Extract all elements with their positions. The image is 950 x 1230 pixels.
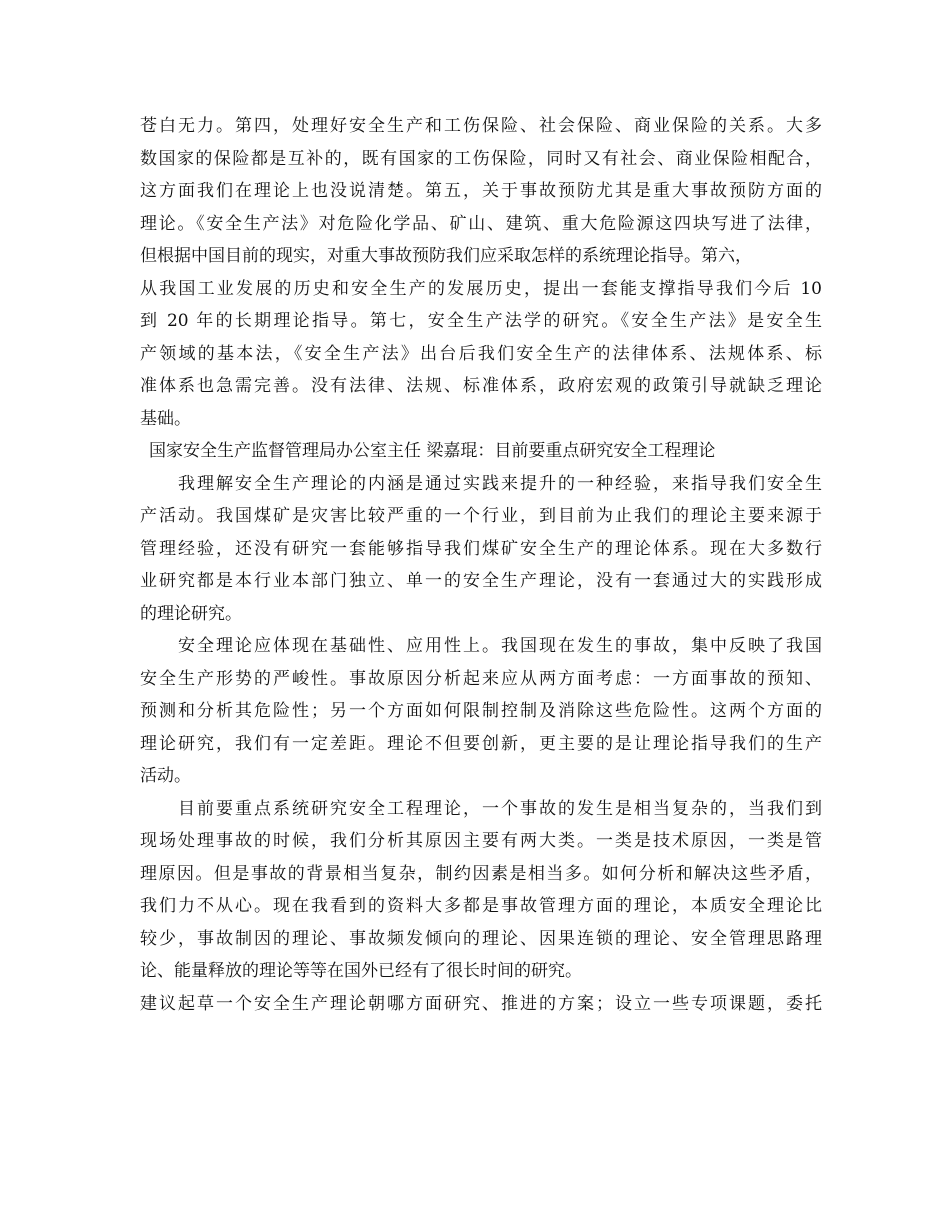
text-line: 到 20 年的长期理论指导。第七，安全生产法学的研究。《安全生产法》是安全生 [140, 311, 822, 331]
text-line: 的理论研究。 [140, 603, 242, 624]
text-line: 目前要重点系统研究安全工程理论，一个事故的发生是相当复杂的，当我们到 [178, 798, 822, 819]
text-line: 理原因。但是事故的背景相当复杂，制约因素是相当多。如何分析和解决这些矛盾， [140, 863, 822, 884]
document-body [140, 110, 822, 1020]
text-line: 产领域的基本法，《安全生产法》出台后我们安全生产的法律体系、法规体系、标 [140, 343, 822, 364]
text-line: 数国家的保险都是互补的，既有国家的工伤保险，同时又有社会、商业保险相配合， [140, 148, 822, 169]
text-line: 建议起草一个安全生产理论朝哪方面研究、推进的方案；设立一些专项课题，委托 [140, 993, 822, 1014]
text-line: 国家安全生产监督管理局办公室主任 梁嘉琨：目前要重点研究安全工程理论 [149, 441, 716, 461]
text-line: 理论。《安全生产法》对危险化学品、矿山、建筑、重大危险源这四块写进了法律， [140, 213, 822, 234]
text-line: 安全生产形势的严峻性。事故原因分析起来应从两方面考虑：一方面事故的预知、 [140, 668, 822, 689]
text-line: 论、能量释放的理论等等在国外已经有了很长时间的研究。 [140, 961, 582, 981]
text-line: 活动。 [140, 766, 191, 786]
text-line: 业研究都是本行业本部门独立、单一的安全生产理论，没有一套通过大的实践形成 [140, 571, 822, 591]
text-line: 产活动。我国煤矿是灾害比较严重的一个行业，到目前为止我们的理论主要来源于 [140, 506, 822, 526]
text-line: 管理经验，还没有研究一套能够指导我们煤矿安全生产的理论体系。现在大多数行 [140, 538, 822, 559]
text-line: 我们力不从心。现在我看到的资料大多都是事故管理方面的理论，本质安全理论比 [140, 896, 822, 916]
text-line: 预测和分析其危险性；另一个方面如何限制控制及消除这些危险性。这两个方面的 [140, 701, 822, 721]
text-line: 苍白无力。第四，处理好安全生产和工伤保险、社会保险、商业保险的关系。大多 [140, 116, 822, 136]
text-line: 理论研究，我们有一定差距。理论不但要创新，更主要的是让理论指导我们的生产 [140, 733, 822, 754]
text-line: 准体系也急需完善。没有法律、法规、标准体系，政府宏观的政策引导就缺乏理论 [140, 376, 822, 396]
text-line: 从我国工业发展的历史和安全生产的发展历史，提出一套能支撑指导我们今后 10 [140, 278, 822, 299]
text-line: 我理解安全生产理论的内涵是通过实践来提升的一种经验，来指导我们安全生 [178, 473, 822, 494]
text-line: 较少，事故制因的理论、事故频发倾向的理论、因果连锁的理论、安全管理思路理 [140, 928, 822, 949]
text-line: 但根据中国目前的现实，对重大事故预防我们应采取怎样的系统理论指导。第六， [140, 246, 752, 266]
text-line: 现场处理事故的时候，我们分析其原因主要有两大类。一类是技术原因，一类是管 [140, 831, 822, 851]
text-line: 基础。 [140, 408, 191, 429]
text-line: 安全理论应体现在基础性、应用性上。我国现在发生的事故，集中反映了我国 [178, 636, 822, 656]
text-line: 这方面我们在理论上也没说清楚。第五，关于事故预防尤其是重大事故预防方面的 [140, 181, 822, 201]
